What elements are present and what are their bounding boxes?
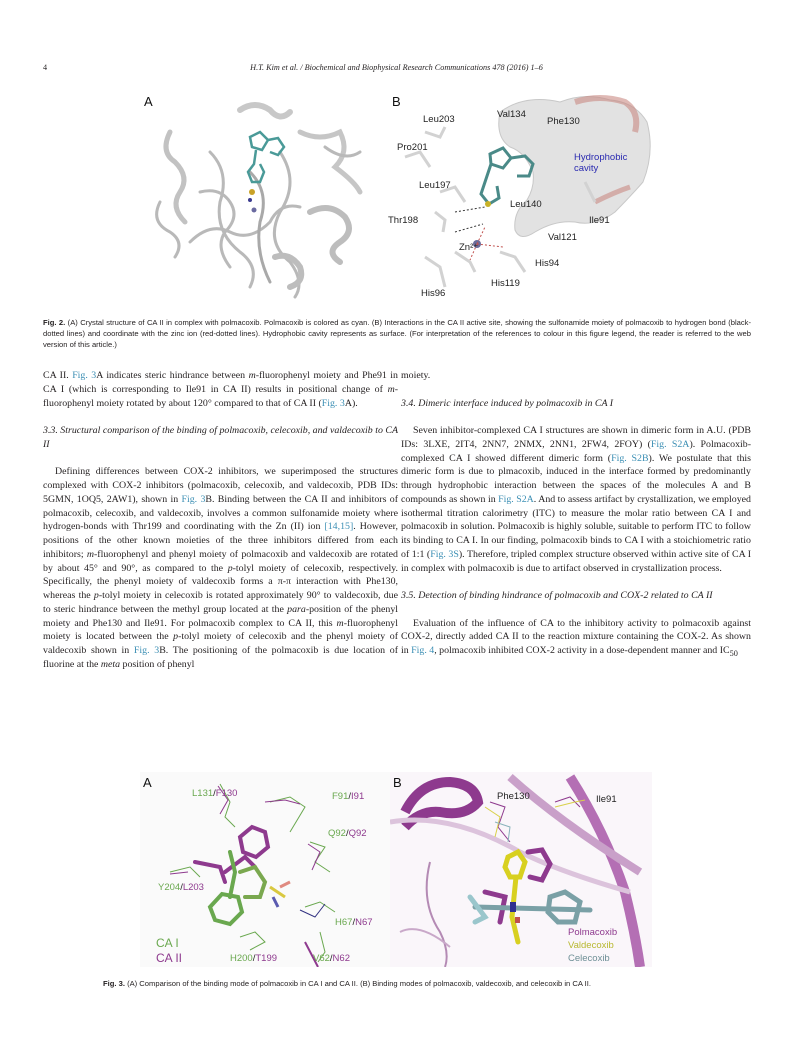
caption-text: (A) Crystal structure of CA II in complex with polmacoxib. Polmacoxib is colored as cyan. (B) Interactions in the CA II active site, showing the sulfonamide moiety of polmacoxib to hydrogen bond (black-dotted lines) and coordinate with the zinc ion (red-dotted lines). Hydrophobic cavity represents as surface. (For interpretation of the references to colour in this figure legend, the reader is referred to the web version of this article.) xyxy=(43,318,751,349)
residue-label: Leu140 xyxy=(510,199,542,210)
section-heading-3-3: 3.3. Structural comparison of the binding of polmacoxib, celecoxib, and valdecoxib to CA II xyxy=(43,425,398,450)
section-heading-3-5: 3.5. Detection of binding hindrance of polmacoxib and COX-2 related to CA II xyxy=(401,590,713,601)
hydrophobic-label: Hydrophobic xyxy=(574,152,628,163)
residue-pair-label: L131/F130 xyxy=(192,788,238,799)
page-number: 4 xyxy=(43,63,48,72)
paragraph: Evaluation of the influence of CA to the inhibitory activity to polmacoxib against COX-2, directly added CA II to the reaction mixture containing the COX-2. As shown in Fig. 4, polmacoxib inhibited COX-2 activity in a dose-dependent manner and $IC_{50}$ xyxy=(401,617,751,658)
legend-celecoxib: Celecoxib xyxy=(568,953,610,964)
residue-pair-label: H67/N67 xyxy=(335,917,373,928)
figure-2-caption xyxy=(43,317,751,350)
residue-label: Phe130 xyxy=(547,116,580,127)
figure-link[interactable]: Fig. 3 xyxy=(72,370,97,381)
residue-pair-label: Q92/Q92 xyxy=(328,828,367,839)
legend-valdecoxib: Valdecoxib xyxy=(568,940,614,951)
panel-label-a: A xyxy=(144,94,153,109)
legend-polmacoxib: Polmacoxib xyxy=(568,927,618,938)
section-heading-3-4: 3.4. Dimeric interface induced by polmacoxib in CA I xyxy=(401,397,614,409)
paragraph: CA II. Fig. 3A indicates steric hindrance between m-fluorophenyl moiety and Phe91 in CA I (which is corresponding to Ile91 in CA II) results in positional change of m-fluorophenyl moiety rotated by about 120° compared to that of CA II (Fig. 3A). xyxy=(43,370,398,409)
figure-2-panel-a xyxy=(130,92,380,302)
residue-label: Thr198 xyxy=(388,215,419,226)
figure-link[interactable]: Fig. 4 xyxy=(411,645,435,656)
figure-3-panel-a xyxy=(140,772,390,967)
residue-label: Ile91 xyxy=(596,794,617,805)
caption-text: (A) Comparison of the binding mode of polmacoxib in CA I and CA II. (B) Binding modes of polmacoxib, valdecoxib, and celecoxib in CA II. xyxy=(127,979,591,988)
paragraph: Defining differences between COX-2 inhibitors, we superimposed the structures complexed with COX-2 inhibitors (polmacoxib, celecoxib, and valdecoxib, PDB IDs: 5GMN, 1OQ5, 2AW1), shown in Fig. 3B. Binding between the CA II and inhibitors of polmacoxib, celecoxib, and valdecoxib, involves a common sulfonamide moiety where hydrogen-bonds with Thr199 and coordinating with the Zn (II) ion [14,15]. However, positions of the other known moieties of the three inhibitors differed from each inhibitors; m-fluorophenyl and phenyl moiety of polmacoxib and valdecoxib are rotated by about 45° and 90°, as compared to the p-tolyl moiety of celecoxib, respectively. Specifically, the phenyl moiety of valdecoxib forms a π-π interaction with Phe130, whereas the p-tolyl moiety in celecoxib is rotated approximately 90° to valdecoxib, due to steric hindrance between the methyl group located at the para-position of the phenyl moiety and Phe130 and Ile91. For polmacoxib complex to CA II, this m-fluorophenyl moiety is located between the p-tolyl moiety of celecoxib and the phenyl moiety of valdecoxib shown in Fig. 3B. The positioning of the polmacoxib is due location of fluorine at the meta position of phenyl xyxy=(43,466,399,670)
residue-pair-label: V62/N62 xyxy=(313,953,350,964)
paragraph: Seven inhibitor-complexed CA I structures are shown in dimeric form in A.U. (PDB IDs: 3LXE, 2IT4, 2NN7, 2NMX, 2NN1, 2FW4, 2FOY) (Fig. S2A). Polmacoxib-complexed CA I showed different dimeric form (Fig. S2B). We postulate that this dimeric form is due to plmacoxib, induced in the interface formed by predominantly through hydrophobic interaction between the spaces of the molecules A and B compounds as shown in Fig. S2A. And to assess artifact by crystallization, we employed isothermal titration calorimetry (ITC) to measure the molar ratio between CA I and polmacoxib in solution. Polmacoxib is highly soluble, suitable to perform ITC to follow its binding to CA I. In our finding, polmacoxib binds to CA I with a stoichiometric ratio of 1:1 (Fig. 3S). Therefore, tripled complex structure observed within active site of CA I in complex with polmacoxib is due to artifact observed in crystallization process. xyxy=(401,425,752,574)
caption-label: Fig. 3. xyxy=(103,979,125,988)
residue-label: Leu197 xyxy=(419,180,451,191)
residue-pair-label: H200/T199 xyxy=(230,953,278,964)
right-column xyxy=(401,369,751,661)
zinc-label: Zn²⁺ xyxy=(459,242,479,253)
hydrophobic-label: cavity xyxy=(574,163,599,174)
figure-link[interactable]: Fig. 3S xyxy=(430,548,459,560)
panel-label-b: B xyxy=(393,775,402,790)
residue-label: Val121 xyxy=(548,232,577,243)
legend-ca2: CA II xyxy=(156,951,183,965)
residue-label: Leu203 xyxy=(423,114,455,125)
running-header xyxy=(0,62,793,76)
figure-link[interactable]: Fig. 3 xyxy=(321,397,345,409)
figure-3-panel-b xyxy=(390,772,652,967)
residue-pair-label: F91/I91 xyxy=(332,791,365,802)
left-column xyxy=(43,369,398,672)
legend-ca1: CA I xyxy=(156,936,179,950)
residue-label: His119 xyxy=(491,278,520,289)
residue-label: Val134 xyxy=(497,109,526,120)
reference-link[interactable]: [14,15] xyxy=(324,521,354,533)
residue-label: His94 xyxy=(535,258,560,269)
residue-label: Phe130 xyxy=(497,791,530,802)
panel-label-a: A xyxy=(143,775,152,790)
running-title: H.T. Kim et al. / Biochemical and Biophysical Research Communications 478 (2016) 1–6 xyxy=(250,63,543,72)
panel-label-b: B xyxy=(392,94,401,109)
figure-link[interactable]: Fig. S2A xyxy=(650,438,690,450)
figure-link[interactable]: Fig. 3 xyxy=(181,493,206,505)
figure-link[interactable]: Fig. S2A xyxy=(498,493,534,505)
paragraph: moiety. xyxy=(401,370,431,381)
protein-ribbon-image xyxy=(130,92,380,302)
residue-label: Pro201 xyxy=(397,142,428,153)
figure-link[interactable]: Fig. S2B xyxy=(611,452,649,464)
residue-pair-label: Y204/L203 xyxy=(158,882,204,893)
figure-3-caption xyxy=(103,978,743,989)
figure-link[interactable]: Fig. 3 xyxy=(133,645,160,656)
figure-2-panel-b xyxy=(385,92,665,307)
caption-label: Fig. 2. xyxy=(43,318,66,327)
residue-label: Ile91 xyxy=(589,215,610,226)
residue-label: His96 xyxy=(421,288,446,299)
